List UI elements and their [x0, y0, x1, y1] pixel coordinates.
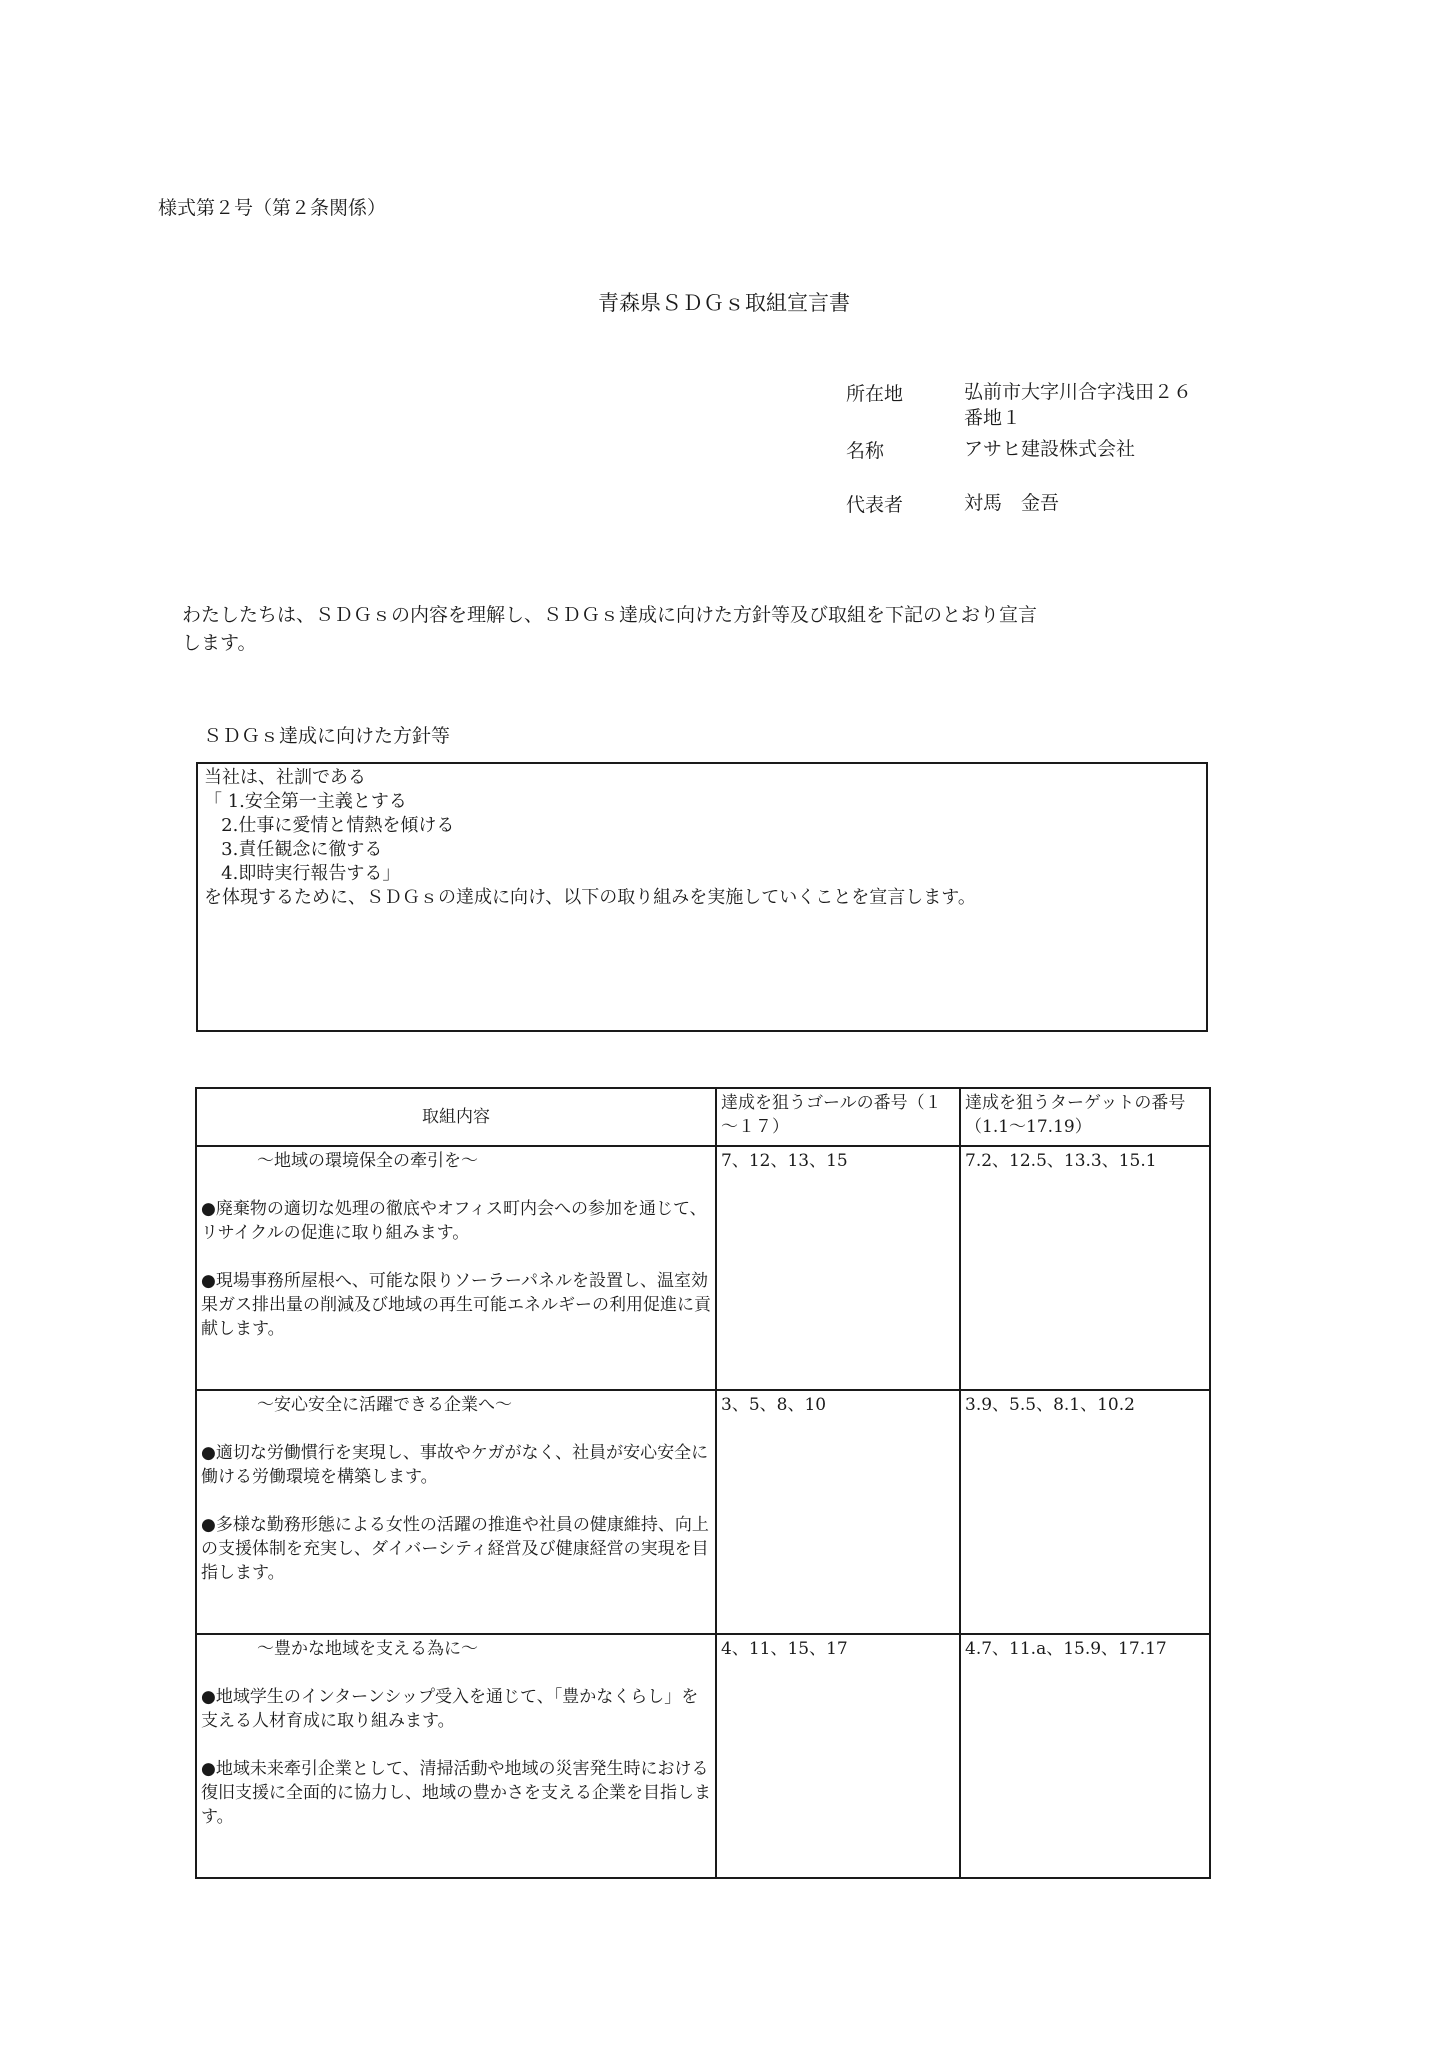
activity-item: ●地域学生のインターンシップ受入を通じて、「豊かなくらし」を支える人材育成に取り組みます。 — [201, 1687, 699, 1731]
representative-label: 代表者 — [846, 494, 904, 516]
declaration-text: わたしたちは、ＳＤＧｓの内容を理解し、ＳＤＧｓ達成に向けた方針等及び取組を下記のとおり宣言 — [182, 604, 1038, 626]
table-row — [196, 1146, 1210, 1390]
location-value-line2: 番地１ — [964, 407, 1022, 429]
header-targets: 達成を狙うターゲットの番号（1.1～17.19） — [960, 1088, 1210, 1146]
targets-cell: 4.7、11.a、15.9、17.17 — [960, 1634, 1210, 1878]
activity-cell — [196, 1146, 716, 1390]
activity-cell — [196, 1634, 716, 1878]
location-label: 所在地 — [846, 383, 904, 405]
header-goals: 達成を狙うゴールの番号（１～１７） — [716, 1088, 960, 1146]
activity-item: ●地域未来牽引企業として、清掃活動や地域の災害発生時における復旧支援に全面的に協力し、地域の豊かさを支える企業を目指します。 — [201, 1759, 711, 1827]
goals-cell: 7、12、13、15 — [716, 1146, 960, 1390]
declaration-text-line2: します。 — [182, 632, 257, 654]
table-row — [196, 1634, 1210, 1878]
policy-heading: ＳＤＧｓ達成に向けた方針等 — [203, 725, 451, 747]
location-value — [964, 379, 1192, 431]
location-value-line1: 弘前市大字川合字浅田２６ — [964, 381, 1193, 403]
activity-heading: ～地域の環境保全の牽引を～ — [257, 1151, 478, 1171]
activity-item: ●多様な勤務形態による女性の活躍の推進や社員の健康維持、向上の支援体制を充実し、ダイバーシティ経営及び健康経営の実現を目指します。 — [201, 1515, 709, 1583]
name-label: 名称 — [846, 440, 885, 462]
policy-line: 3.責任観念に徹する — [204, 839, 383, 860]
form-number-label: 様式第２号（第２条関係） — [158, 197, 387, 219]
activity-item: ●現場事務所屋根へ、可能な限りソーラーパネルを設置し、温室効果ガス排出量の削減及び地域の再生可能エネルギーの利用促進に貢献します。 — [201, 1271, 711, 1339]
policy-line: 2.仕事に愛情と情熱を傾ける — [204, 815, 455, 836]
policy-line: 「 1.安全第一主義とする — [204, 791, 407, 812]
policy-line: を体現するために、ＳＤＧｓの達成に向け、以下の取り組みを実施していくことを宣言します。 — [204, 887, 976, 908]
name-value: アサヒ建設株式会社 — [964, 438, 1136, 460]
table-header-row — [196, 1088, 1210, 1146]
targets-cell: 7.2、12.5、13.3、15.1 — [960, 1146, 1210, 1390]
policy-line: 当社は、社訓である — [204, 767, 366, 788]
activity-item: ●廃棄物の適切な処理の徹底やオフィス町内会への参加を通じて、リサイクルの促進に取り組みます。 — [201, 1199, 707, 1243]
targets-cell: 3.9、5.5、8.1、10.2 — [960, 1390, 1210, 1634]
policy-box — [196, 762, 1208, 1032]
document-title: 青森県ＳＤＧｓ取組宣言書 — [598, 291, 850, 315]
activity-heading: ～豊かな地域を支える為に～ — [257, 1639, 478, 1659]
activity-item: ●適切な労働慣行を実現し、事故やケガがなく、社員が安心安全に働ける労働環境を構築します。 — [201, 1443, 709, 1487]
table-row — [196, 1390, 1210, 1634]
header-activity: 取組内容 — [196, 1088, 716, 1146]
representative-value: 対馬 金吾 — [964, 492, 1060, 514]
activity-heading: ～安心安全に活躍できる企業へ～ — [257, 1395, 512, 1415]
policy-line: 4.即時実行報告する」 — [204, 863, 401, 884]
goals-cell: 3、5、8、10 — [716, 1390, 960, 1634]
initiatives-table — [195, 1087, 1211, 1879]
goals-cell: 4、11、15、17 — [716, 1634, 960, 1878]
activity-cell — [196, 1390, 716, 1634]
